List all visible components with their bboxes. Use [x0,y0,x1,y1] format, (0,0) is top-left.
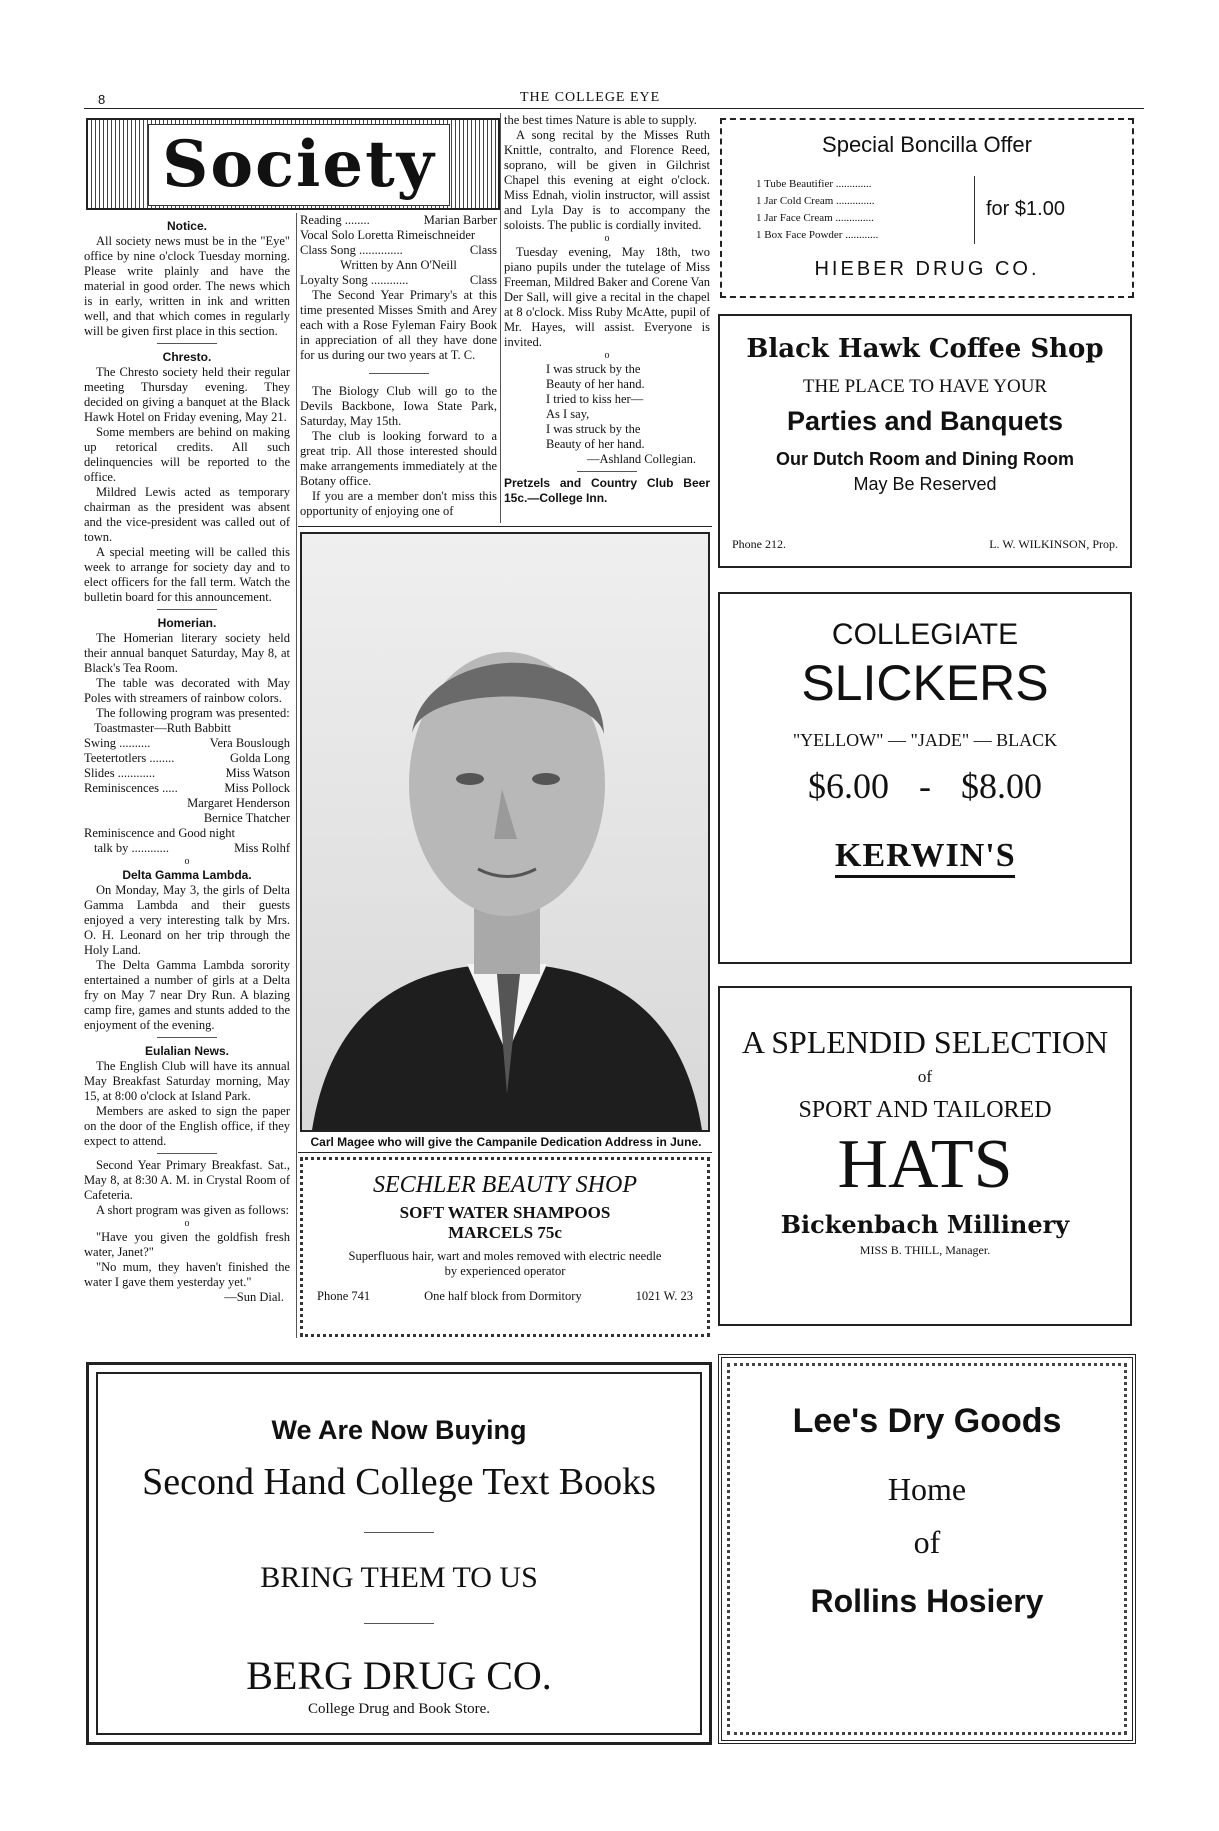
program-item: Class Song .............. [300,243,403,257]
program-row [300,273,497,288]
homerian-heading: Homerian. [157,616,217,630]
hats-line: A SPLENDID SELECTION [741,1024,1109,1060]
program-row [84,841,290,856]
portrait-photo [300,532,710,1132]
lees-line: Rollins Hosiery [810,1583,1044,1619]
program-item: Slides ............ [84,766,156,780]
poem-line: I was struck by the [546,422,641,436]
lees-line: Lee's Dry Goods [792,1402,1062,1440]
biology-paragraph: The club is looking forward to a great trip. All those interested should make arrangements immediately at the Botany office. [300,429,497,488]
divider [577,471,637,472]
banner-title: Society [148,124,450,206]
program-item: Reminiscences ..... [84,781,178,795]
chresto-paragraph: Some members are behind on making up retorical credits. All such delinquencies will be reported to the office. [84,425,290,484]
column-rule [296,213,297,1338]
program-item: Reminiscence and Good night [84,826,236,840]
dgl-paragraph: On Monday, May 3, the girls of Delta Gamma Lambda and their guests enjoyed a very interesting talk by Mrs. O. H. Leonard on her trip through the Holy Land. [84,883,290,957]
vocal-solo: Vocal Solo Loretta Rimeischneider [300,228,476,242]
program-row [84,721,290,736]
boncilla-items [756,176,975,244]
boncilla-item: 1 Jar Face Cream .............. [756,212,874,224]
program-item: Swing .......... [84,736,151,750]
program-row [300,243,497,258]
boncilla-store: HIEBER DRUG CO. [814,258,1040,280]
sechler-line: MARCELS 75c [448,1223,562,1242]
program-performer: Bernice Thatcher [203,811,290,825]
program-row [84,766,290,781]
blackhawk-line: Our Dutch Room and Dining Room [776,449,1074,469]
slickers-price: $6.00 [808,766,889,806]
eulalian-paragraph: Members are asked to sign the paper on the door of the English office, if they expect to attend. [84,1104,290,1148]
poem-line: I was struck by the [546,362,641,376]
program-performer: Marian Barber [423,213,497,227]
hats-line: of [917,1067,933,1086]
slickers-line: COLLEGIATE [831,618,1019,651]
hats-line: SPORT AND TAILORED [798,1097,1052,1123]
boncilla-title: Special Boncilla Offer [822,132,1032,157]
hats-manager: MISS B. THILL, Manager. [859,1243,991,1257]
sechler-line: SOFT WATER SHAMPOOS [399,1203,611,1222]
piano-paragraph: Tuesday evening, May 18th, two piano pupils under the tutelage of Miss Freeman, Mildred Baker and Corene Van Der Sall, will give a recital in the chapel at 8 o'clock. Miss Ruby McAtte, pupil of Mr. Hayes, will assist. Everyone is invited. [504,245,710,349]
program-performer: Golda Long [229,751,290,765]
berg-line: BERG DRUG CO. [246,1653,552,1698]
slickers-ad [718,592,1132,964]
biology-paragraph: The Biology Club will go to the Devils Backbone, Iowa State Park, Saturday, May 15th. [300,384,497,428]
slickers-colors: "YELLOW" — "JADE" — BLACK [792,730,1058,750]
divider [364,1623,434,1624]
berg-ad [86,1362,712,1745]
program-row [84,811,290,826]
divider [369,373,429,374]
boncilla-price: for $1.00 [986,198,1065,220]
second-year-paragraph: The Second Year Primary's at this time presented Misses Smith and Arey each with a Rose Fyleman Fairy Book in appreciation of all they have done for us during our two years at T. C. [300,288,497,362]
blackhawk-line: May Be Reserved [853,474,997,494]
divider [157,1037,217,1038]
program-row [84,736,290,751]
photo-caption: Carl Magee who will give the Campanile Dedication Address in June. [310,1135,702,1149]
society-column-1 [84,213,290,1305]
hats-line: HATS [837,1126,1013,1203]
boncilla-item: 1 Tube Beautifier ............. [756,178,872,190]
paper-title: THE COLLEGE EYE [520,90,661,105]
dgl-heading: Delta Gamma Lambda. [122,868,252,882]
header-rule [84,108,1144,109]
poem-source: —Ashland Collegian. [586,452,696,466]
homerian-paragraph: The following program was presented: [96,706,290,720]
pretzels-ad: Pretzels and Country Club Beer 15c.—College Inn. [504,476,710,505]
divider [157,343,217,344]
sechler-title: SECHLER BEAUTY SHOP [373,1172,637,1198]
program-performer: Class [469,273,497,287]
berg-line: BRING THEM TO US [260,1561,538,1594]
notice-heading: Notice. [166,219,207,233]
boncilla-ad [720,118,1134,298]
divider [157,1153,217,1154]
program-row [300,213,497,228]
notice-text: All society news must be in the "Eye" office by nine o'clock Tuesday morning. Please write plainly and have the material in good order. The news which is in early, written in ink and written well, and that which comes in regularly will be given first place in this section. [84,234,290,338]
society-column-2 [300,213,497,519]
program-performer: Class [469,243,497,257]
slickers-prices [720,765,1130,807]
boncilla-item: 1 Box Face Powder ............ [756,229,879,241]
program-performer: Margaret Henderson [187,796,290,810]
sechler-address: 1021 W. 23 [635,1289,693,1303]
blackhawk-title: Black Hawk Coffee Shop [746,334,1104,364]
berg-line: We Are Now Buying [271,1415,527,1445]
chresto-paragraph: The Chresto society held their regular meeting Thursday evening. They decided on giving a banquet at the Black Hawk Hotel on Friday evening, May 21. [84,365,290,424]
joke-paragraph: "No mum, they haven't finished the water I gave them yesterday yet." [84,1260,290,1289]
blackhawk-footer [732,537,1118,552]
sechler-line: by experienced operator [444,1264,566,1278]
sechler-phone: Phone 741 [317,1289,371,1303]
slickers-dash: - [919,766,931,806]
breakfast-paragraph: Second Year Primary Breakfast. Sat., May 8, at 8:30 A. M. in Crystal Room of Cafeteria. [84,1158,290,1202]
divider-o: o [184,1218,190,1229]
eulalian-paragraph: The English Club will have its annual May Breakfast Saturday morning, May 15, at 8:00 o'clock at Island Park. [84,1059,290,1103]
lees-line: Home [887,1471,967,1507]
hats-store: Bickenbach Millinery [780,1210,1070,1239]
divider-o: o [604,350,610,361]
sechler-ad [300,1157,710,1337]
society-banner [86,118,500,210]
chresto-paragraph: Mildred Lewis acted as temporary chairman as the president was absent and the vice-president was called out of town. [84,485,290,544]
poem-line: As I say, [546,407,590,421]
program-item: Toastmaster—Ruth Babbitt [94,721,231,735]
program-item: Reading ........ [300,213,370,227]
blackhawk-prop: L. W. WILKINSON, Prop. [989,537,1118,551]
blackhawk-line: Parties and Banquets [786,406,1064,436]
society-column-3 [504,113,710,506]
program-row [84,796,290,811]
chresto-heading: Chresto. [162,350,212,364]
sechler-line: Superfluous hair, wart and moles removed with electric needle [348,1249,662,1263]
hats-ad [718,986,1132,1326]
program-item: Loyalty Song ............ [300,273,409,287]
eulalian-heading: Eulalian News. [144,1044,230,1058]
continued-text: the best times Nature is able to supply. [504,113,697,127]
blackhawk-line: THE PLACE TO HAVE YOUR [802,376,1048,397]
program-performer: Miss Rolhf [234,841,290,855]
homerian-paragraph: The Homerian literary society held their annual banquet Saturday, May 8, at Black's Tea Room. [84,631,290,675]
lees-line: of [913,1524,941,1560]
caption-rule [298,1152,712,1153]
column-rule [500,113,501,523]
program-performer: Vera Bouslough [209,736,290,750]
homerian-paragraph: The table was decorated with May Poles with streamers of rainbow colors. [84,676,290,705]
slickers-price: $8.00 [961,766,1042,806]
program-performer: Miss Watson [225,766,290,780]
recital-paragraph: A song recital by the Misses Ruth Knittle, contralto, and Florence Reed, soprano, will be given in Gilchrist Chapel this evening at eight o'clock. Miss Ednah, violin instructor, will assist and Lyla Day is to accompany the soloists. The public is cordially invited. [504,128,710,232]
poem-line: Beauty of her hand. [546,377,645,391]
written-by: Written by Ann O'Neill [340,258,457,272]
berg-line: College Drug and Book Store. [307,1701,491,1717]
program-list [84,721,290,856]
joke-source: —Sun Dial. [224,1290,284,1304]
boncilla-item: 1 Jar Cold Cream .............. [756,195,875,207]
chresto-paragraph: A special meeting will be called this week to arrange for society day and to elect officers for the fall term. Watch the bulletin board for this announcement. [84,545,290,604]
sechler-footer [303,1279,707,1304]
divider-o: o [184,856,190,867]
page-number: 8 [98,92,106,107]
program-row [84,826,290,841]
sechler-location: One half block from Dormitory [424,1289,582,1303]
program-item: talk by ............ [94,841,169,855]
program-performer: Miss Pollock [224,781,290,795]
program-row [84,781,290,796]
poem-line: I tried to kiss her— [546,392,644,406]
breakfast-paragraph: A short program was given as follows: [96,1203,290,1217]
dgl-paragraph: The Delta Gamma Lambda sorority entertained a number of girls at a Delta fry on May 7 near Dry Run. A blazing camp fire, games and stunts added to the enjoyment of the evening. [84,958,290,1032]
divider-o: o [604,233,610,244]
program-row [84,751,290,766]
lees-ad [718,1354,1136,1744]
joke-paragraph: "Have you given the goldfish fresh water, Janet?" [84,1230,290,1259]
poem [504,362,710,452]
slickers-line: SLICKERS [801,655,1049,711]
poem-line: Beauty of her hand. [546,437,645,451]
biology-paragraph: If you are a member don't miss this opportunity of enjoying one of [300,489,497,518]
portrait-figure [302,534,708,1130]
berg-line: Second Hand College Text Books [142,1461,656,1503]
divider [157,609,217,610]
blackhawk-phone: Phone 212. [732,537,786,551]
program-item: Teetertotlers ........ [84,751,175,765]
divider [364,1532,434,1533]
blackhawk-ad [718,314,1132,568]
photo-top-rule [298,526,712,527]
slickers-store: KERWIN'S [835,837,1015,878]
